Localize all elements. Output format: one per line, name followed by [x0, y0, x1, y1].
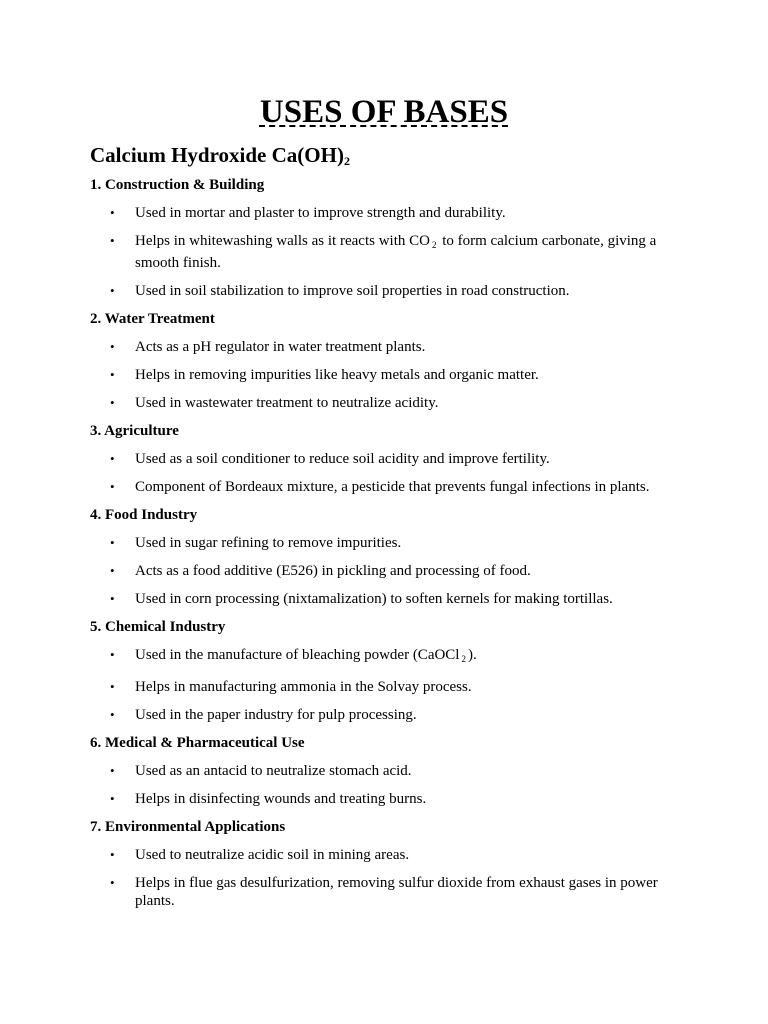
- bullet-icon: •: [110, 679, 115, 694]
- bullet-icon: •: [110, 647, 115, 662]
- list-item: [90, 366, 670, 384]
- bullet-icon: •: [110, 479, 115, 494]
- list-item: [90, 562, 670, 580]
- subtitle-subscript: 2: [343, 154, 350, 168]
- list-item-text: ).: [467, 647, 477, 663]
- bullet-icon: •: [110, 563, 115, 578]
- list-item: [90, 790, 670, 808]
- list-item-text: Used in wastewater treatment to neutralize acidity.: [135, 395, 439, 411]
- list-item: [90, 646, 670, 668]
- document-subtitle: [90, 142, 350, 174]
- section-heading: 5. Chemical Industry: [90, 619, 226, 635]
- list-item-text: Helps in flue gas desulfurization, removing sulfur dioxide from exhaust gases in power plants.: [135, 875, 658, 909]
- subtitle-text: Calcium Hydroxide Ca(OH): [90, 143, 344, 167]
- list-item-text: Used as a soil conditioner to reduce soil acidity and improve fertility.: [135, 451, 550, 467]
- bullet-list: [90, 646, 670, 724]
- list-item-text: Used to neutralize acidic soil in mining areas.: [135, 847, 410, 863]
- list-item-text: Acts as a pH regulator in water treatment plants.: [135, 339, 426, 355]
- bullet-icon: •: [110, 707, 115, 722]
- subscript: 2: [431, 240, 437, 250]
- bullet-list: [90, 450, 670, 496]
- bullet-icon: •: [110, 339, 115, 354]
- subscript: 2: [461, 654, 466, 664]
- list-item: [90, 590, 670, 608]
- section-heading: 3. Agriculture: [90, 423, 179, 439]
- bullet-icon: •: [110, 395, 115, 410]
- bullet-icon: •: [110, 591, 115, 606]
- bullet-icon: •: [110, 791, 115, 806]
- list-item: [90, 338, 670, 356]
- list-item-text: Used in the paper industry for pulp processing.: [135, 707, 417, 723]
- bullet-list: [90, 338, 670, 412]
- list-item-text: Used in the manufacture of bleaching powder (CaOCl: [135, 647, 460, 663]
- list-item-text: Used in soil stabilization to improve soil properties in road construction.: [135, 283, 570, 299]
- list-item: [90, 706, 670, 724]
- list-item: [90, 874, 670, 910]
- bullet-icon: •: [110, 205, 115, 220]
- list-item: [90, 204, 670, 222]
- bullet-icon: •: [110, 875, 115, 890]
- list-item-text: Acts as a food additive (E526) in pickling and processing of food.: [135, 563, 531, 579]
- list-item: [90, 678, 670, 696]
- bullet-icon: •: [110, 847, 115, 862]
- page-title: USES OF BASES: [259, 94, 509, 130]
- list-item-text: Helps in manufacturing ammonia in the Solvay process.: [135, 679, 472, 695]
- sections-container: [90, 176, 670, 920]
- section-heading: 1. Construction & Building: [90, 177, 265, 193]
- list-item: [90, 534, 670, 552]
- bullet-list: [90, 534, 670, 608]
- list-item: [90, 394, 670, 412]
- bullet-icon: •: [110, 367, 115, 382]
- section-heading: 7. Environmental Applications: [90, 819, 286, 835]
- bullet-list: [90, 204, 670, 300]
- section-heading: 4. Food Industry: [90, 507, 198, 523]
- bullet-icon: •: [110, 233, 115, 248]
- list-item: [90, 478, 670, 496]
- section-heading: 6. Medical & Pharmaceutical Use: [90, 735, 305, 751]
- section-heading: 2. Water Treatment: [90, 311, 215, 327]
- list-item-text: Used in corn processing (nixtamalization) to soften kernels for making tortillas.: [135, 591, 613, 607]
- list-item: [90, 232, 670, 272]
- list-item: [90, 762, 670, 780]
- bullet-icon: •: [110, 763, 115, 778]
- list-item-text: to form calcium carbonate, giving a smooth finish.: [135, 233, 657, 271]
- list-item-text: Component of Bordeaux mixture, a pesticide that prevents fungal infections in plants.: [135, 479, 650, 495]
- list-item-text: Helps in whitewashing walls as it reacts with CO: [135, 233, 430, 249]
- list-item: [90, 282, 670, 300]
- bullet-icon: •: [110, 451, 115, 466]
- list-item-text: Helps in removing impurities like heavy metals and organic matter.: [135, 367, 539, 383]
- bullet-list: [90, 846, 670, 910]
- list-item: [90, 450, 670, 468]
- bullet-icon: •: [110, 283, 115, 298]
- list-item-text: Used in sugar refining to remove impurities.: [135, 535, 402, 551]
- bullet-list: [90, 762, 670, 808]
- list-item-text: Helps in disinfecting wounds and treating burns.: [135, 791, 427, 807]
- bullet-icon: •: [110, 535, 115, 550]
- list-item-text: Used as an antacid to neutralize stomach acid.: [135, 763, 412, 779]
- list-item: [90, 846, 670, 864]
- list-item-text: Used in mortar and plaster to improve strength and durability.: [135, 205, 506, 221]
